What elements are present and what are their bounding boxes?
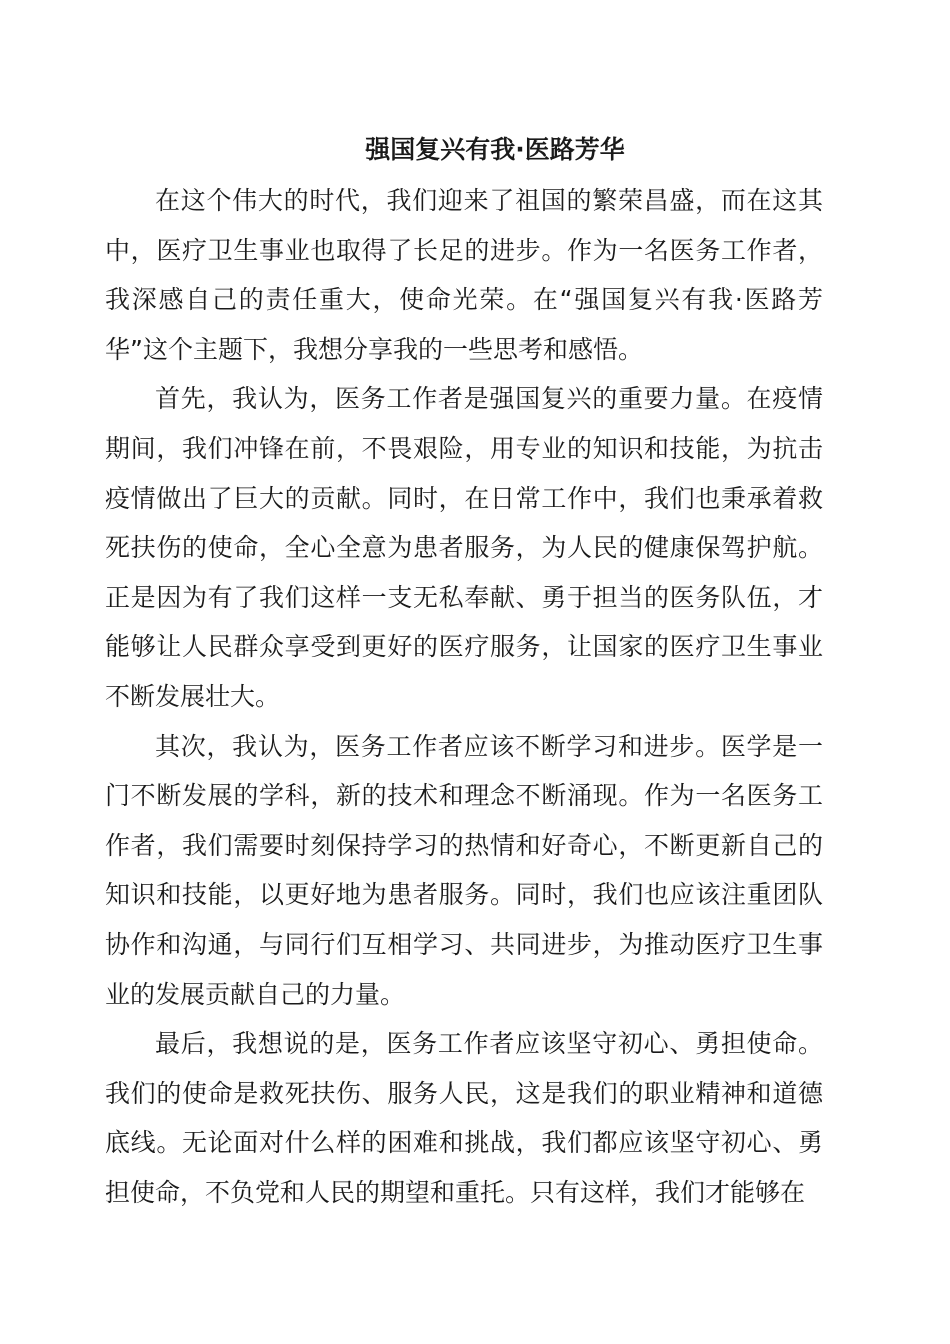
- paragraph-4: 最后，我想说的是，医务工作者应该坚守初心、勇担使命。我们的使命是救死扶伤、服务人民，这是我们的职业精神和道德底线。无论面对什么样的困难和挑战，我们都应该坚守初心、勇担使命，不负党和人民的期望和重托。只有这样，我们才能够在: [105, 1029, 823, 1207]
- paragraph-1: 在这个伟大的时代，我们迎来了祖国的繁荣昌盛，而在这其中，医疗卫生事业也取得了长足的进步。作为一名医务工作者，我深感自己的责任重大，使命光荣。在“强国复兴有我·医路芳华”这个主题下，我想分享我的一些思考和感悟。: [105, 186, 823, 364]
- document-title: 强国复兴有我·医路芳华: [365, 135, 625, 164]
- paragraph-3: 其次，我认为，医务工作者应该不断学习和进步。医学是一门不断发展的学科，新的技术和理念不断涌现。作为一名医务工作者，我们需要时刻保持学习的热情和好奇心，不断更新自己的知识和技能，以更好地为患者服务。同时，我们也应该注重团队协作和沟通，与同行们互相学习、共同进步，为推动医疗卫生事业的发展贡献自己的力量。: [105, 731, 823, 1009]
- paragraph-2: 首先，我认为，医务工作者是强国复兴的重要力量。在疫情期间，我们冲锋在前，不畏艰险，用专业的知识和技能，为抗击疫情做出了巨大的贡献。同时，在日常工作中，我们也秉承着救死扶伤的使命，全心全意为患者服务，为人民的健康保驾护航。正是因为有了我们这样一支无私奉献、勇于担当的医务队伍，才能够让人民群众享受到更好的医疗服务，让国家的医疗卫生事业不断发展壮大。: [105, 384, 823, 711]
- document-body: [105, 176, 823, 1217]
